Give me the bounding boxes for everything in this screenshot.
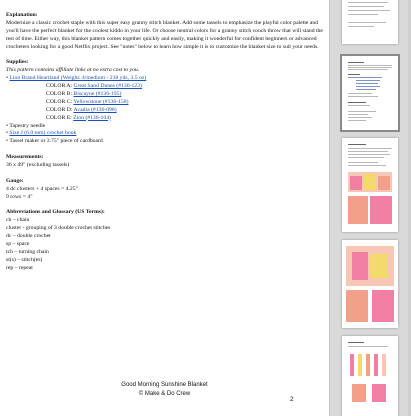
abbrev-item: ch – chain	[6, 217, 30, 224]
color-b-link[interactable]: Biscayne (#136-195)	[73, 90, 122, 97]
tassel-item: • Tassel maker or 3.75" piece of cardboard	[6, 138, 324, 146]
measurements-heading: Measurements:	[6, 154, 44, 161]
color-a-line: COLOR A: Great Sand Dunes (#136-123)	[46, 83, 142, 90]
color-c-link[interactable]: Yellowstone (#136-158)	[73, 98, 129, 105]
measurements-text: 36 x 49" (excluding tassels)	[6, 162, 70, 168]
gauge-line-2: 9 rows = 4"	[6, 193, 33, 200]
color-d-link[interactable]: Acadia (#136-098)	[73, 106, 117, 113]
color-a-link[interactable]: Great Sand Dunes (#136-123)	[73, 83, 142, 90]
page-thumbnail-5[interactable]	[342, 336, 398, 416]
supplies-heading: Supplies:	[6, 59, 29, 66]
hook-link[interactable]: Size J (6.0 mm) crochet hook	[9, 130, 77, 137]
gauge-heading: Gauge:	[6, 177, 24, 184]
color-e-link[interactable]: Zion (#136-104)	[73, 114, 111, 121]
page-number: 2	[290, 396, 294, 403]
color-c-line: COLOR C: Yellowstone (#136-158)	[46, 98, 129, 105]
page-content	[6, 12, 324, 272]
color-d-line: COLOR D: Acadia (#136-098)	[46, 106, 117, 113]
needle-item: • Tapestry needle	[6, 123, 324, 131]
gauge-line-1: 4 dc clusters + 4 spaces = 4.25"	[6, 185, 78, 192]
abbrev-item: tch – turning chain	[6, 248, 49, 255]
footer-copyright: © Make & Do Crew	[138, 391, 191, 397]
page-thumbnail-2[interactable]	[342, 56, 398, 130]
abbrev-item: sp – space	[6, 240, 30, 247]
page-thumbnail-3[interactable]	[342, 138, 398, 232]
page-thumbnail-4[interactable]	[342, 240, 398, 328]
explanation-text: Modernize a classic crochet staple with this super easy granny stitch blanket. Add some tassels to emphasize the playful color palette and you'll have the perfect blanket for the coolest kiddo in your life. Or choose neutral colors for a granny stitch couch throw that will stand the test of time. Either way, this blanket pattern comes together quickly and easily, making it wonderful for confident beginners or advanced crocheters looking for a good Netflix project. See "notes" below to learn how simple it is to customize the blanket size to suit your needs.	[6, 19, 323, 50]
abbrev-item: cluster - grouping of 3 double crochet stitches	[6, 225, 111, 232]
abbrev-item: rep – repeat	[6, 264, 33, 271]
color-e-line: COLOR E: Zion (#136-104)	[46, 114, 111, 121]
thumbnail-sidebar[interactable]	[329, 0, 411, 416]
page-thumbnail-1[interactable]	[342, 0, 398, 44]
abbrev-item: dc – double crochet	[6, 232, 51, 239]
abbrev-item: st(s) – stitch(es)	[6, 256, 43, 263]
color-b-line: COLOR B: Biscayne (#136-195)	[46, 90, 122, 97]
affiliate-note: This pattern contains affiliate links at no extra cost to you.	[6, 67, 140, 74]
abbreviations-heading: Abbreviations and Glossary (US Terms):	[6, 209, 105, 216]
footer-title: Good Morning Sunshine Blanket	[121, 382, 208, 388]
explanation-heading: Explanation:	[6, 12, 38, 18]
yarn-link[interactable]: Lion Brand Heartland (Weight: 4/medium - 218 yds, 3.5 oz)	[9, 75, 147, 82]
